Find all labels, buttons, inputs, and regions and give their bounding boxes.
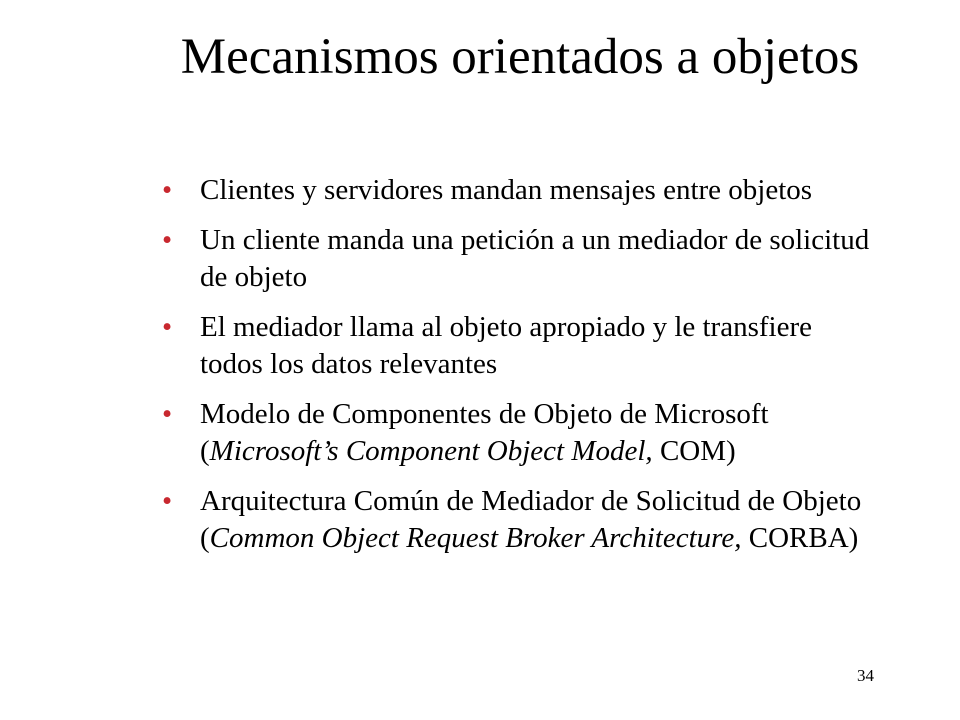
bullet-text-pre: Arquitectura Común de Mediador de Solicitud de Objeto ( — [200, 485, 862, 554]
bullet-item — [162, 222, 882, 296]
bullet-text-italic: Microsoft’s Component Object Model, — [209, 435, 653, 467]
bullet-icon: • — [162, 174, 173, 206]
bullet-text-italic: Common Object Request Broker Architecture, — [209, 522, 742, 554]
bullet-text: Un cliente manda una petición a un mediador de solicitud de objeto — [200, 224, 870, 293]
bullet-text: Clientes y servidores mandan mensajes entre objetos — [200, 174, 813, 206]
bullet-text-post: CORBA) — [741, 522, 859, 554]
bullet-text — [200, 398, 769, 467]
bullet-text-pre: Modelo de Componentes de Objeto de Microsoft ( — [200, 398, 769, 467]
bullet-list — [162, 172, 882, 570]
bullet-icon: • — [162, 311, 173, 343]
bullet-item — [162, 172, 882, 209]
bullet-item — [162, 483, 882, 557]
bullet-icon: • — [162, 224, 173, 256]
bullet-text — [200, 485, 861, 554]
bullet-item — [162, 396, 882, 470]
slide-title: Mecanismos orientados a objetos — [180, 29, 860, 85]
bullet-icon: • — [162, 485, 173, 517]
bullet-text: El mediador llama al objeto apropiado y le transfiere todos los datos relevantes — [200, 311, 812, 380]
bullet-icon: • — [162, 398, 173, 430]
bullet-text-post: COM) — [652, 435, 736, 467]
bullet-item — [162, 309, 882, 383]
slide-number: 34 — [857, 666, 874, 685]
